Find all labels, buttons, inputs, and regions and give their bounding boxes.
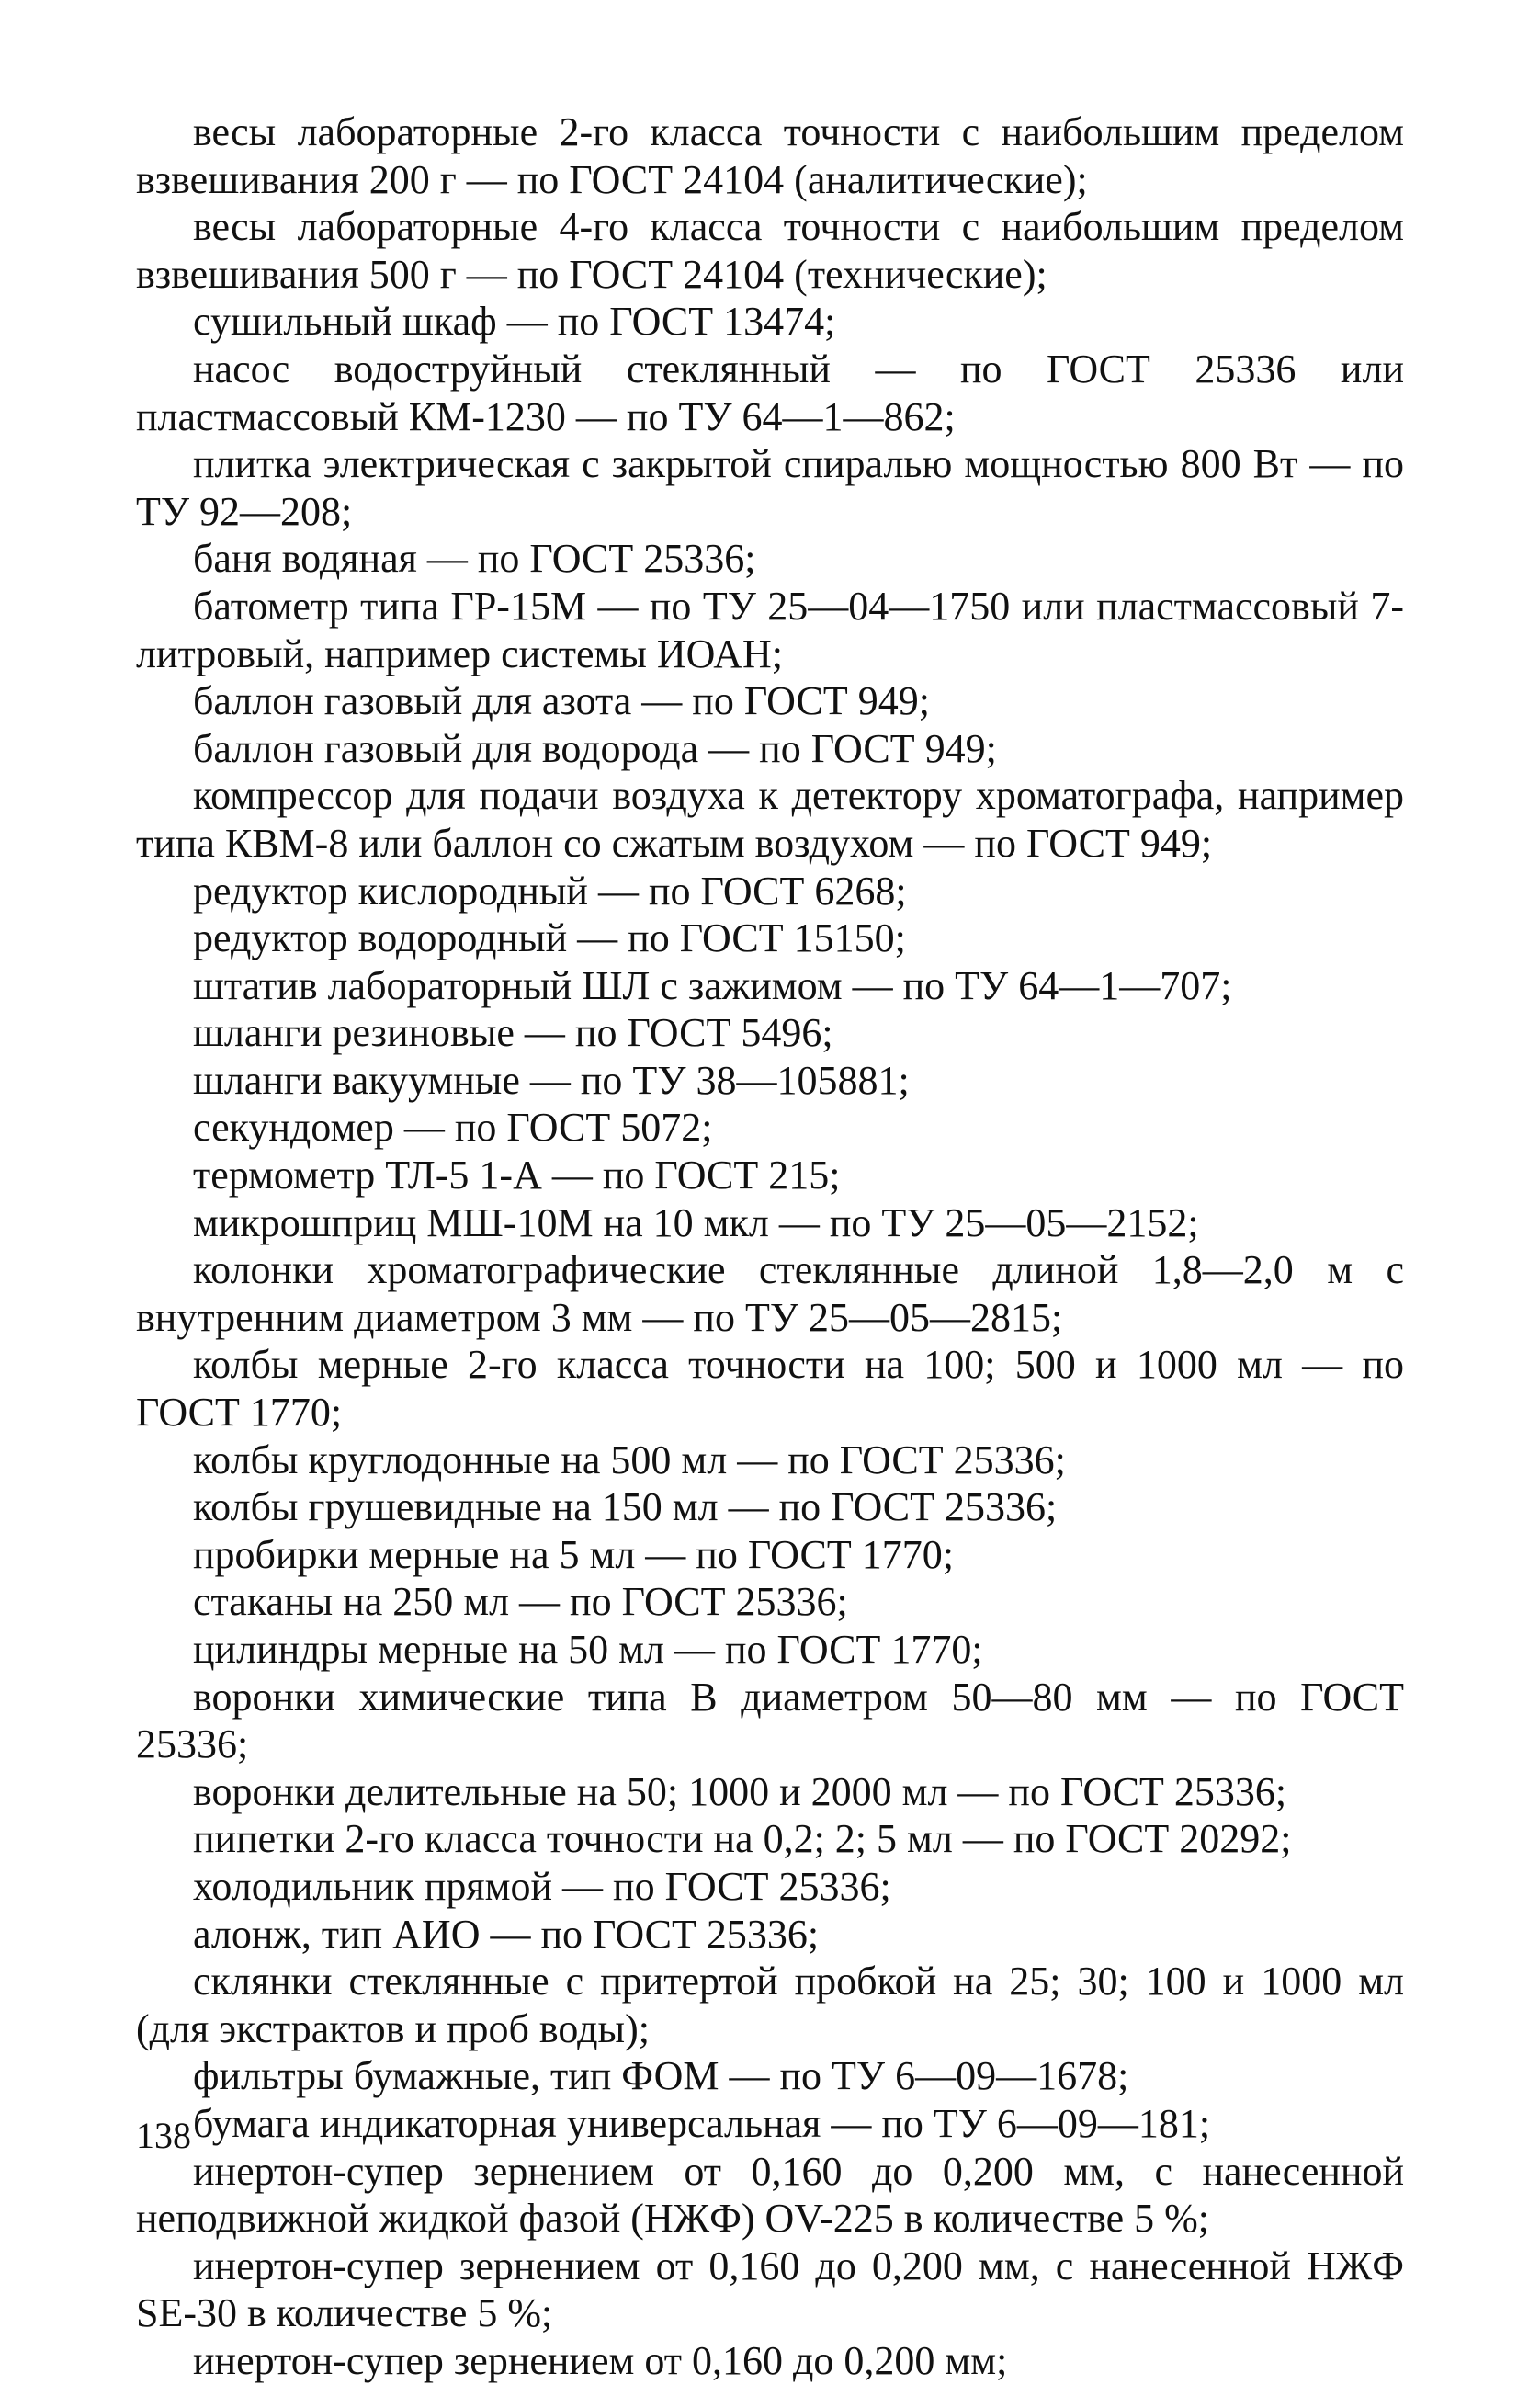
list-item: стаканы на 250 мл — по ГОСТ 25336; <box>193 1579 848 1625</box>
list-item: баня водяная — по ГОСТ 25336; <box>193 536 756 582</box>
list-item: компрессор для подачи воздуха к детектору хроматографа, например типа КВМ-8 или баллон со сжатым воздухом — по ГОСТ 949; <box>136 773 1404 866</box>
list-item: термометр ТЛ-5 1-А — по ГОСТ 215; <box>193 1153 841 1198</box>
list-item: микрошприц МШ-10М на 10 мкл — по ТУ 25—05—2152; <box>193 1199 1199 1245</box>
list-item: инертон-супер зернением от 0,160 до 0,200 мм; <box>193 2337 1008 2383</box>
list-item: колонки хроматографические стеклянные длиной 1,8—2,0 м с внутренним диаметром 3 мм — по ТУ 25—05—2815; <box>136 1247 1404 1340</box>
list-item: весы лабораторные 2-го класса точности с наибольшим пределом взвешивания 200 г — по ГОСТ 24104 (аналитические); <box>136 109 1404 202</box>
list-item: воронки делительные на 50; 1000 и 2000 мл — по ГОСТ 25336; <box>193 1768 1287 1814</box>
list-item: шланги вакуумные — по ТУ 38—105881; <box>193 1057 910 1103</box>
list-item: алонж, тип АИО — по ГОСТ 25336; <box>193 1911 820 1957</box>
list-item: колбы круглодонные на 500 мл — по ГОСТ 25336; <box>193 1437 1066 1482</box>
list-item: шланги резиновые — по ГОСТ 5496; <box>193 1010 833 1056</box>
list-item: пипетки 2-го класса точности на 0,2; 2; 5 мл — по ГОСТ 20292; <box>193 1816 1292 1862</box>
list-item: колбы грушевидные на 150 мл — по ГОСТ 25336; <box>193 1484 1058 1530</box>
list-item: инертон-супер зернением от 0,160 до 0,200 мм, с нанесенной НЖФ SE-30 в количестве 5 %; <box>136 2243 1404 2336</box>
list-item: плитка электрическая с закрытой спиралью мощностью 800 Вт — по ТУ 92—208; <box>136 441 1404 534</box>
list-item: фильтры бумажные, тип ФОМ — по ТУ 6—09—1678; <box>193 2053 1129 2099</box>
list-item: колбы мерные 2-го класса точности на 100; 500 и 1000 мл — по ГОСТ 1770; <box>136 1342 1404 1436</box>
list-item: пробирки мерные на 5 мл — по ГОСТ 1770; <box>193 1531 954 1577</box>
list-item: секундомер — по ГОСТ 5072; <box>193 1105 713 1151</box>
list-item: весы лабораторные 4-го класса точности с наибольшим пределом взвешивания 500 г — по ГОСТ 24104 (технические); <box>136 204 1404 297</box>
list-item: редуктор водородный — по ГОСТ 15150; <box>193 915 906 961</box>
list-item: воронки химические типа В диаметром 50—80 мм — по ГОСТ 25336; <box>136 1674 1404 1767</box>
list-item: баллон газовый для водорода — по ГОСТ 949; <box>193 725 997 771</box>
list-item: холодильник прямой — по ГОСТ 25336; <box>193 1863 891 1909</box>
list-item: редуктор кислородный — по ГОСТ 6268; <box>193 868 907 914</box>
list-item: бумага индикаторная универсальная — по ТУ 6—09—181; <box>193 2100 1211 2146</box>
list-item: инертон-супер зернением от 0,160 до 0,200 мм, с нанесенной неподвижной жидкой фазой (НЖФ) OV-225 в количестве 5 %; <box>136 2148 1404 2242</box>
equipment-list <box>136 108 1404 2385</box>
list-item: сушильный шкаф — по ГОСТ 13474; <box>193 299 836 345</box>
list-item: штатив лабораторный ШЛ с зажимом — по ТУ 64—1—707; <box>193 962 1232 1008</box>
list-item: баллон газовый для азота — по ГОСТ 949; <box>193 678 930 724</box>
list-item: цилиндры мерные на 50 мл — по ГОСТ 1770; <box>193 1627 983 1672</box>
page-number: 138 <box>136 2115 191 2156</box>
list-item: батометр типа ГР-15М — по ТУ 25—04—1750 или пластмассовый 7-литровый, например системы ИОАН; <box>136 583 1404 676</box>
list-item: насос водоструйный стеклянный — по ГОСТ 25336 или пластмассовый КМ-1230 — по ТУ 64—1—862; <box>136 346 1404 439</box>
list-item: склянки стеклянные с притертой пробкой на 25; 30; 100 и 1000 мл (для экстрактов и проб воды); <box>136 1959 1404 2051</box>
